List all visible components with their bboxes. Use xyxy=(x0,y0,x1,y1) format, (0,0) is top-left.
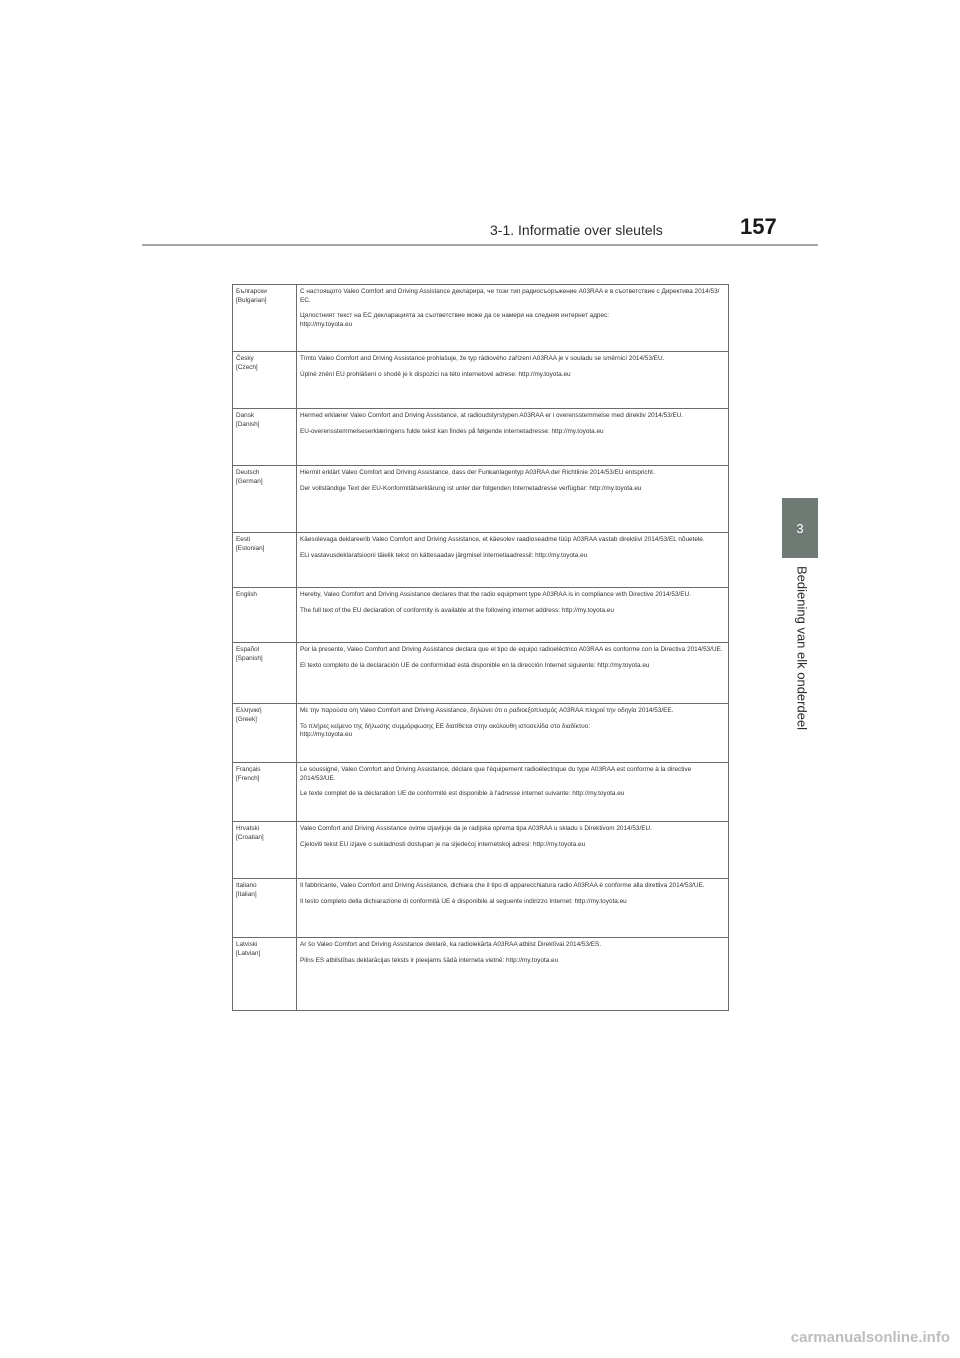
declaration-url: http://my.toyota.eu xyxy=(300,731,353,739)
language-english: [Bulgarian] xyxy=(236,296,267,304)
language-native: Italiano xyxy=(236,882,257,889)
chapter-label xyxy=(774,566,830,766)
page-number: 157 xyxy=(740,214,777,239)
section-title: 3-1. Informatie over sleutels xyxy=(490,222,663,238)
declaration-cell xyxy=(297,285,729,352)
full-text-note: Der vollständige Text der EU-Konformitätserklärung ist unter der folgenden Internetadresse verfügbar: http://my.toyota.eu xyxy=(300,484,642,492)
language-english: [Estonian] xyxy=(236,544,265,552)
language-native: Eesti xyxy=(236,536,251,543)
language-english: [Czech] xyxy=(236,363,258,371)
declaration-cell xyxy=(297,763,729,822)
language-english: [German] xyxy=(236,477,263,485)
declaration-text: Il fabbricante, Valeo Comfort and Driving Assistance, dichiara che il tipo di apparecchiatura radio A03RAA è conforme alla direttiva 2014/53/UE. xyxy=(300,882,705,889)
watermark: carmanualsonline.info xyxy=(790,1329,950,1346)
language-native: Dansk xyxy=(236,412,255,419)
table-row xyxy=(233,938,729,1011)
full-text-note: Úplné znění EU prohlášení o shodě je k dispozici na této internetové adrese: http://my.toyota.eu xyxy=(300,370,571,378)
table-row xyxy=(233,466,729,533)
language-cell xyxy=(233,822,297,879)
table-row xyxy=(233,409,729,466)
declaration-cell xyxy=(297,704,729,763)
language-native: Български xyxy=(236,288,267,295)
language-native: Hrvatski xyxy=(236,825,260,832)
full-text-note: El texto completo de la declaración UE de conformidad está disponible en la dirección Internet siguiente: http://my.toyota.eu xyxy=(300,661,650,669)
language-cell xyxy=(233,588,297,643)
declaration-text: Με την παρούσα ο/η Valeo Comfort and Driving Assistance, δηλώνει ότι ο ραδιοεξοπλισμός A03RAA πληροί την οδηγία 2014/53/ΕΕ. xyxy=(300,707,674,714)
declaration-cell xyxy=(297,588,729,643)
declaration-text: Käesolevaga deklareerib Valeo Comfort and Driving Assistance, et käesolev raadioseadme tüüp A03RAA vastab direktiivi 2014/53/EL nõuetele. xyxy=(300,536,705,543)
language-native: English xyxy=(236,591,257,598)
declaration-cell xyxy=(297,409,729,466)
declaration-url: http://my.toyota.eu xyxy=(300,320,353,328)
language-cell xyxy=(233,352,297,409)
declaration-text: Valeo Comfort and Driving Assistance ovime izjavljuje da je radijska oprema tipa A03RAA u skladu s Direktivom 2014/53/EU. xyxy=(300,825,652,832)
language-cell xyxy=(233,409,297,466)
language-cell xyxy=(233,643,297,704)
chapter-tab xyxy=(782,498,818,558)
language-cell xyxy=(233,466,297,533)
full-text-note: EU-overensstemmelseserklæringens fulde tekst kan findes på følgende internetadresse: http://my.toyota.eu xyxy=(300,427,604,435)
full-text-note: Цялостният текст на ЕС декларацията за съответствие може да се намери на следния интернет адрес: xyxy=(300,312,610,320)
full-text-note: ELi vastavusdeklaratsiooni täielik tekst on kättesaadav järgmisel internetiaadressil: http://my.toyota.eu xyxy=(300,551,588,559)
language-native: Français xyxy=(236,766,261,773)
header-divider xyxy=(142,244,818,246)
language-native: Español xyxy=(236,646,260,653)
table-row xyxy=(233,822,729,879)
declaration-text: Por la presente, Valeo Comfort and Driving Assistance declara que el tipo de equipo radioeléctrico A03RAA es conforme con la Directiva 2014/53/UE. xyxy=(300,646,723,653)
full-text-note: Το πλήρες κείμενο της δήλωσης συμμόρφωσης ΕΕ διατίθεται στην ακόλουθη ιστοσελίδα στο διαδίκτυο: xyxy=(300,722,591,730)
declaration-text: Hiermit erklärt Valeo Comfort and Driving Assistance, dass der Funkanlagentyp A03RAA der Richtlinie 2014/53/EU entspricht. xyxy=(300,469,655,476)
declaration-cell xyxy=(297,879,729,938)
language-english: [Latvian] xyxy=(236,949,261,957)
language-cell xyxy=(233,879,297,938)
table-row xyxy=(233,763,729,822)
table-row xyxy=(233,704,729,763)
declaration-cell xyxy=(297,533,729,588)
declaration-text: Le soussigné, Valeo Comfort and Driving Assistance, déclare que l'équipement radioélectrique du type A03RAA est conforme à la directive 2014/53/UE. xyxy=(300,766,692,782)
language-cell xyxy=(233,938,297,1011)
declaration-cell xyxy=(297,822,729,879)
full-text-note: Cjeloviti tekst EU izjave o sukladnosti dostupan je na sljedećoj internetskoj adresi: http://my.toyota.eu xyxy=(300,840,586,848)
language-english: [Italian] xyxy=(236,890,257,898)
table-row xyxy=(233,352,729,409)
language-cell xyxy=(233,285,297,352)
declaration-text: Hermed erklærer Valeo Comfort and Driving Assistance, at radioudstyrstypen A03RAA er i overensstemmelse med direktiv 2014/53/EU. xyxy=(300,412,684,419)
declaration-text: С настоящото Valeo Comfort and Driving Assistance декларира, че този тип радиосъоръжение A03RAA е в съответствие с Директива 2014/53/ЕС. xyxy=(300,288,720,304)
chapter-number: 3 xyxy=(796,520,804,536)
full-text-note: Il testo completo della dichiarazione di conformità UE è disponibile al seguente indirizzo Internet: http://my.toyota.eu xyxy=(300,897,627,905)
full-text-note: Pilns ES atbilstības deklarācijas teksts ir pieejams šādā interneta vietnē: http://my.toyota.eu xyxy=(300,956,559,964)
language-english: [Greek] xyxy=(236,715,257,723)
language-cell xyxy=(233,704,297,763)
declaration-cell xyxy=(297,643,729,704)
table-row xyxy=(233,285,729,352)
declaration-cell xyxy=(297,466,729,533)
table-row xyxy=(233,643,729,704)
language-english: [Croatian] xyxy=(236,833,264,841)
language-native: Deutsch xyxy=(236,469,260,476)
language-native: Latviski xyxy=(236,941,258,948)
declaration-text: Hereby, Valeo Comfort and Driving Assistance declares that the radio equipment type A03RAA is in compliance with Directive 2014/53/EU. xyxy=(300,591,691,598)
declaration-text: Tímto Valeo Comfort and Driving Assistance prohlašuje, že typ rádiového zařízení A03RAA je v souladu se směrnicí 2014/53/EU. xyxy=(300,355,665,362)
chapter-label-text: Bediening van elk onderdeel xyxy=(794,566,810,731)
language-english: [Danish] xyxy=(236,420,260,428)
declaration-table xyxy=(232,284,729,1011)
declaration-cell xyxy=(297,352,729,409)
declaration-cell xyxy=(297,938,729,1011)
language-native: Ελληνική xyxy=(236,707,262,714)
language-native: Česky xyxy=(236,355,254,362)
language-cell xyxy=(233,533,297,588)
full-text-note: Le texte complet de la déclaration UE de conformité est disponible à l'adresse internet suivante: http://my.toyota.eu xyxy=(300,790,625,798)
table-row xyxy=(233,879,729,938)
full-text-note: The full text of the EU declaration of conformity is available at the following internet address: http://my.toyota.eu xyxy=(300,606,614,614)
language-english: [Spanish] xyxy=(236,654,263,662)
language-english: [French] xyxy=(236,774,260,782)
language-cell xyxy=(233,763,297,822)
declaration-text: Ar šo Valeo Comfort and Driving Assistance deklarē, ka radioiekārta A03RAA atbilst Direktīvai 2014/53/ES. xyxy=(300,941,602,948)
table-row xyxy=(233,533,729,588)
table-row xyxy=(233,588,729,643)
